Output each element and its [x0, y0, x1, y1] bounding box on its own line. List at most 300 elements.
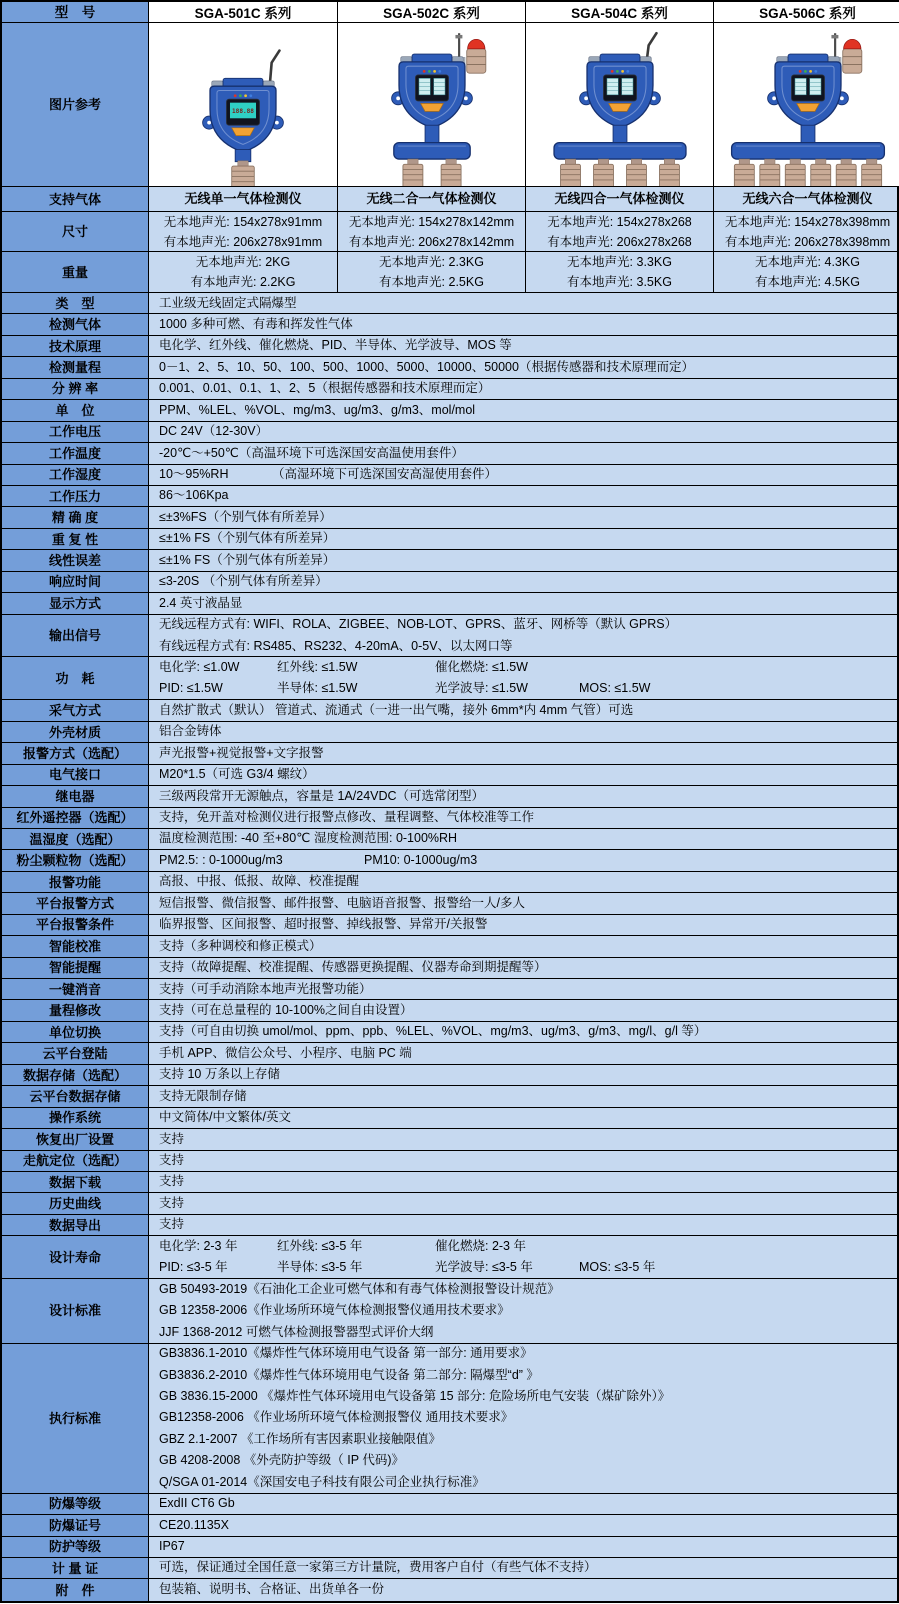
value-segment: GB 50493-2019《石油化工企业可燃气体和有毒气体检测报警设计规范》: [159, 1281, 560, 1296]
cell-line: 有本地声光: 206x278x91mm: [163, 234, 323, 249]
value-line: [159, 657, 897, 678]
row-label: 报警功能: [2, 872, 149, 892]
value-segment: PPM、%LEL、%VOL、mg/m3、ug/m3、g/m3、mol/mol: [159, 402, 476, 417]
spec-row: [2, 1193, 897, 1214]
value-segment: 半导体: ≤3-5 年: [277, 1260, 363, 1275]
spec-row: [2, 1108, 897, 1129]
cell-line: 有本地声光: 206x278x268: [547, 234, 692, 249]
value-segment: 短信报警、微信报警、邮件报警、电脑语音报警、报警给一人/多人: [159, 895, 525, 910]
value-segment: Q/SGA 01-2014《深国安电子科技有限公司企业执行标准》: [159, 1474, 485, 1489]
value-segment: CE20.1135X: [159, 1517, 229, 1532]
spec-row: [2, 1022, 897, 1043]
row-value: [149, 765, 897, 785]
row-value: [149, 1344, 897, 1493]
value-segment: 中文简体/中文繁体/英文: [159, 1110, 291, 1125]
cell-line: 有本地声光: 2.2KG: [190, 275, 296, 289]
value-segment: PM10: 0-1000ug/m3: [364, 852, 478, 867]
row-label: 采气方式: [2, 700, 149, 720]
row-value: [149, 722, 897, 742]
row-label: 报警方式（选配）: [2, 743, 149, 763]
value-line: [159, 1407, 897, 1428]
row-label: 尺寸: [2, 212, 149, 251]
row-value: [149, 743, 897, 763]
row-label: 计 量 证: [2, 1558, 149, 1578]
value-line: [159, 1236, 897, 1257]
row-cell: [337, 212, 525, 251]
spec-row: [2, 765, 897, 786]
spec-row: [2, 1494, 897, 1515]
spec-row: [2, 443, 897, 464]
value-segment: 支持（可手动消除本地声光报警功能）: [159, 981, 372, 996]
spec-row: [2, 1579, 897, 1600]
value-segment: 红外线: ≤3-5 年: [277, 1238, 363, 1253]
value-segment: 电化学: 2-3 年: [159, 1238, 238, 1253]
value-segment: 自然扩散式（默认） 管道式、流通式（一进一出气嘴，接外 6mm*内 4mm 气管）可选: [159, 702, 634, 717]
row-label: 防护等级: [2, 1537, 149, 1557]
row-label: 附 件: [2, 1579, 149, 1600]
value-segment: ≤±1% FS（个别气体有所差异）: [159, 552, 336, 567]
row-label: 功 耗: [2, 657, 149, 699]
value-line: [159, 1043, 897, 1064]
row-value: [149, 872, 897, 892]
value-segment: 2.4 英寸液晶显: [159, 595, 243, 610]
spec-row: [2, 615, 897, 658]
row-value: [149, 893, 897, 913]
value-line: [159, 464, 897, 485]
value-segment: ≤±1% FS（个别气体有所差异）: [159, 531, 336, 546]
value-segment: 支持，免开盖对检测仪进行报警点修改、量程调整、气体校准等工作: [159, 810, 535, 825]
spec-row: [2, 465, 897, 486]
row-value: [149, 336, 897, 356]
row-value: [149, 1000, 897, 1020]
value-line: [159, 335, 897, 356]
spec-row: [2, 700, 897, 721]
row-label: 技术原理: [2, 336, 149, 356]
value-segment: 铝合金铸体: [159, 724, 222, 739]
row-label: 设计标准: [2, 1279, 149, 1342]
row-value: [149, 465, 897, 485]
spec-row: [2, 657, 897, 700]
value-segment: 声光报警+视觉报警+文字报警: [159, 745, 324, 760]
row-label: 防爆证号: [2, 1515, 149, 1535]
row-label: 智能提醒: [2, 958, 149, 978]
spec-row: [2, 786, 897, 807]
cell-line: 无本地声光: 4.3KG: [755, 255, 860, 269]
value-segment: ExdII CT6 Gb: [159, 1496, 235, 1511]
value-segment: 手机 APP、微信公众号、小程序、电脑 PC 端: [159, 1045, 412, 1060]
row-value: [149, 507, 897, 527]
cell-line: 无本地声光: 3.3KG: [567, 255, 672, 269]
value-segment: 光学波导: ≤1.5W: [435, 681, 528, 696]
spec-row: [2, 400, 897, 421]
value-line: [159, 1579, 897, 1600]
row-label: 单位切换: [2, 1022, 149, 1042]
row-value: [149, 422, 897, 442]
value-segment: PM2.5: : 0-1000ug/m3: [159, 852, 283, 867]
value-line: [159, 1064, 897, 1085]
row-value: [149, 936, 897, 956]
value-segment: 10～95%RH: [159, 467, 229, 482]
product-image-sga-504c: [525, 23, 713, 186]
row-cell: [525, 212, 713, 251]
row-value: [149, 1065, 897, 1085]
value-line: [159, 678, 897, 699]
value-line: [159, 1150, 897, 1171]
model-header-row: [2, 2, 897, 23]
row-cell: [149, 212, 337, 251]
row-label: 工作压力: [2, 486, 149, 506]
row-label: 恢复出厂设置: [2, 1129, 149, 1149]
value-line: [159, 1386, 897, 1407]
value-segment: GB 12358-2006《作业场所环境气体检测报警仪通用技术要求》: [159, 1303, 510, 1318]
value-segment: MOS: ≤3-5 年: [579, 1260, 656, 1275]
value-segment: M20*1.5（可选 G3/4 螺纹）: [159, 767, 315, 782]
value-segment: ≤3-20S （个别气体有所差异）: [159, 574, 328, 589]
row-cell: [337, 187, 525, 211]
row-label: 重量: [2, 252, 149, 292]
value-line: [159, 1365, 897, 1386]
value-segment: GB3836.2-2010《爆炸性气体环境用电气设备 第二部分: 隔爆型“d” 》: [159, 1367, 539, 1382]
row-label: 智能校准: [2, 936, 149, 956]
row-value: [149, 615, 897, 657]
value-line: [159, 1472, 897, 1493]
row-value: [149, 400, 897, 420]
row-value: [149, 593, 897, 613]
row-value: [149, 808, 897, 828]
value-line: [159, 1257, 897, 1278]
value-segment: GB3836.1-2010《爆炸性气体环境用电气设备 第一部分: 通用要求》: [159, 1346, 533, 1361]
spec-row: [2, 1558, 897, 1579]
row-cell: [149, 252, 337, 292]
spec-row: [2, 336, 897, 357]
value-line: [159, 314, 897, 335]
value-line: [159, 485, 897, 506]
cell-line: 无本地声光: 154x278x398mm: [724, 214, 891, 229]
row-value: [149, 1193, 897, 1213]
row-label: 数据下载: [2, 1172, 149, 1192]
row-label: 执行标准: [2, 1344, 149, 1493]
row-value: [149, 850, 897, 870]
value-line: [159, 1557, 897, 1578]
row-cell: [713, 187, 899, 211]
row-value: [149, 1537, 897, 1557]
value-segment: 0－1、2、5、10、50、100、500、1000、5000、10000、50000（根据传感器和技术原理而定）: [159, 359, 694, 374]
value-segment: PID: ≤1.5W: [159, 681, 223, 696]
row-label: 继电器: [2, 786, 149, 806]
value-segment: 0.001、0.01、0.1、1、2、5（根据传感器和技术原理而定）: [159, 381, 491, 396]
value-line: [159, 507, 897, 528]
cell-line: 无线单一气体检测仪: [184, 191, 302, 206]
value-segment: 催化燃烧: ≤1.5W: [435, 660, 528, 674]
value-line: [159, 357, 897, 378]
column-spec-row: [2, 212, 897, 252]
model-header-sga-502c: SGA-502C 系列: [337, 2, 525, 22]
cell-line: 无线六合一气体检测仪: [742, 191, 873, 206]
row-label: 输出信号: [2, 615, 149, 657]
value-line: [159, 1279, 897, 1300]
row-value: [149, 529, 897, 549]
value-line: [159, 807, 897, 828]
row-value: [149, 958, 897, 978]
row-label: 类 型: [2, 293, 149, 313]
row-label: 响应时间: [2, 572, 149, 592]
row-cell: [713, 212, 899, 251]
row-value: [149, 1494, 897, 1514]
value-segment: 湿度检测范围: 0-100%RH: [314, 831, 458, 846]
cell-line: 无本地声光: 2KG: [195, 255, 291, 269]
spec-row: [2, 1236, 897, 1279]
value-line: [159, 1107, 897, 1128]
value-line: [159, 893, 897, 914]
value-line: [159, 1021, 897, 1042]
value-segment: DC 24V（12-30V）: [159, 424, 269, 439]
value-line: [159, 764, 897, 785]
spec-row: [2, 529, 897, 550]
value-line: [159, 914, 897, 935]
cell-line: 无本地声光: 154x278x142mm: [348, 214, 515, 229]
row-label: 工作湿度: [2, 465, 149, 485]
row-cell: [525, 187, 713, 211]
row-label: 操作系统: [2, 1108, 149, 1128]
row-value: [149, 657, 897, 699]
value-line: [159, 421, 897, 442]
row-value: [149, 1215, 897, 1235]
value-line: [159, 636, 897, 657]
row-label: 防爆等级: [2, 1494, 149, 1514]
value-line: [159, 1086, 897, 1107]
row-value: [149, 1558, 897, 1578]
value-segment: 半导体: ≤1.5W: [277, 681, 358, 696]
spec-row: [2, 850, 897, 871]
spec-row: [2, 936, 897, 957]
value-segment: 高报、中报、低报、故障、校准提醒: [159, 874, 360, 889]
row-value: [149, 1151, 897, 1171]
value-line: [159, 743, 897, 764]
value-segment: PID: ≤3-5 年: [159, 1260, 228, 1275]
spec-row: [2, 1215, 897, 1236]
value-segment: 可选，保证通过全国任意一家第三方计量院，费用客户自付（有些气体不支持）: [159, 1560, 597, 1575]
value-line: [159, 957, 897, 978]
value-line: [159, 1129, 897, 1150]
row-label: 检测量程: [2, 357, 149, 377]
row-value: [149, 572, 897, 592]
row-label: 显示方式: [2, 593, 149, 613]
svg-text:188.88: 188.88: [232, 108, 254, 116]
row-value: [149, 379, 897, 399]
value-segment: 支持（故障提醒、校准提醒、传感器更换提醒、仪器寿命到期提醒等）: [159, 960, 547, 975]
model-header-sga-504c: SGA-504C 系列: [525, 2, 713, 22]
row-value: [149, 1129, 897, 1149]
spec-row: [2, 293, 897, 314]
value-line: [159, 1214, 897, 1235]
spec-row: [2, 872, 897, 893]
row-label: 线性误差: [2, 550, 149, 570]
gas-detector-icon: [346, 28, 518, 186]
row-label: 数据存储（选配）: [2, 1065, 149, 1085]
value-line: [159, 528, 897, 549]
value-line: [159, 1193, 897, 1214]
spec-row: [2, 1129, 897, 1150]
value-segment: GBZ 2.1-2007 《工作场所有害因素职业接触限值》: [159, 1431, 441, 1446]
spec-row: [2, 1515, 897, 1536]
row-value: [149, 486, 897, 506]
product-image-sga-502c: [337, 23, 525, 186]
cell-line: 有本地声光: 206x278x398mm: [724, 234, 891, 249]
value-segment: ≤±3%FS（个别气体有所差异）: [159, 509, 332, 524]
cell-line: 有本地声光: 206x278x142mm: [348, 234, 515, 249]
row-value: [149, 1108, 897, 1128]
value-segment: 有线远程方式有: RS485、RS232、4-20mA、0-5V、以太网口等: [159, 638, 513, 653]
value-segment: 光学波导: ≤3-5 年: [435, 1260, 533, 1275]
value-segment: 电化学、红外线、催化燃烧、PID、半导体、光学波导、MOS 等: [159, 338, 512, 353]
spec-row: [2, 829, 897, 850]
model-header-sga-501c: SGA-501C 系列: [149, 2, 337, 22]
spec-row: [2, 958, 897, 979]
spec-row: [2, 808, 897, 829]
row-value: [149, 1515, 897, 1535]
spec-row: [2, 507, 897, 528]
row-label: 历史曲线: [2, 1193, 149, 1213]
spec-row: [2, 357, 897, 378]
image-row-label: 图片参考: [2, 23, 149, 186]
value-line: [159, 1343, 897, 1364]
row-value: [149, 1236, 897, 1278]
cell-line: 有本地声光: 4.5KG: [755, 275, 860, 289]
value-segment: 电化学: ≤1.0W: [159, 660, 240, 674]
row-label: 分 辨 率: [2, 379, 149, 399]
product-image-row: [2, 23, 897, 187]
row-label: 电气接口: [2, 765, 149, 785]
value-line: [159, 614, 897, 635]
value-line: [159, 571, 897, 592]
value-line: [159, 1000, 897, 1021]
value-segment: 催化燃烧: 2-3 年: [435, 1238, 526, 1253]
value-line: [159, 721, 897, 742]
row-label: 重 复 性: [2, 529, 149, 549]
row-label: 工作电压: [2, 422, 149, 442]
row-label: 温湿度（选配）: [2, 829, 149, 849]
value-segment: 温度检测范围: -40 至+80℃: [159, 831, 311, 846]
spec-row: [2, 1065, 897, 1086]
value-segment: 86～106Kpa: [159, 488, 229, 503]
cell-line: 有本地声光: 2.5KG: [379, 275, 484, 289]
value-line: [159, 700, 897, 721]
value-segment: 临界报警、区间报警、超时报警、掉线报警、异常开/关报警: [159, 917, 488, 932]
value-segment: GB 4208-2008 《外壳防护等级（ IP 代码)》: [159, 1453, 404, 1468]
value-line: [159, 1536, 897, 1557]
spec-row: [2, 979, 897, 1000]
spec-row: [2, 1344, 897, 1494]
value-segment: 三级两段常开无源触点，容量是 1A/24VDC（可选常闭型）: [159, 788, 485, 803]
cell-line: 无本地声光: 154x278x268: [547, 214, 692, 229]
product-image-sga-501c: [149, 23, 337, 186]
value-line: [159, 550, 897, 571]
row-cell: [525, 252, 713, 292]
row-value: [149, 979, 897, 999]
row-value: [149, 293, 897, 313]
value-line: [159, 871, 897, 892]
row-value: [149, 1172, 897, 1192]
value-segment: 包装箱、说明书、合格证、出货单各一份: [159, 1582, 385, 1597]
row-value: [149, 915, 897, 935]
value-line: [159, 378, 897, 399]
value-line: [159, 293, 897, 314]
row-label: 数据导出: [2, 1215, 149, 1235]
spec-row: [2, 1172, 897, 1193]
row-cell: [149, 187, 337, 211]
row-value: [149, 1579, 897, 1600]
spec-row: [2, 550, 897, 571]
spec-row: [2, 1000, 897, 1021]
value-segment: 支持 10 万条以上存储: [159, 1067, 280, 1082]
spec-row: [2, 314, 897, 335]
value-segment: -20℃～+50℃（高温环境下可选深国安高温使用套件）: [159, 445, 464, 460]
value-segment: 支持: [159, 1217, 185, 1232]
row-label: 走航定位（选配）: [2, 1151, 149, 1171]
column-spec-row: [2, 187, 897, 212]
value-segment: IP67: [159, 1539, 185, 1554]
row-label: 量程修改: [2, 1000, 149, 1020]
row-label: 精 确 度: [2, 507, 149, 527]
value-segment: MOS: ≤1.5W: [579, 681, 651, 696]
gas-detector-icon: [157, 28, 329, 186]
row-label: 云平台数据存储: [2, 1086, 149, 1106]
value-line: [159, 1171, 897, 1192]
value-segment: 支持: [159, 1174, 185, 1189]
product-image-sga-506c: [713, 23, 899, 186]
column-spec-row: [2, 252, 897, 293]
spec-row: [2, 1537, 897, 1558]
value-segment: 1000 多种可燃、有毒和挥发性气体: [159, 316, 353, 331]
value-segment: 支持: [159, 1131, 185, 1146]
value-segment: 无线远程方式有: WIFI、ROLA、ZIGBEE、NOB-LOT、GPRS、蓝牙、网桥等（默认 GPRS）: [159, 617, 678, 632]
value-segment: 支持（可在总量程的 10-100%之间自由设置）: [159, 1002, 413, 1017]
row-label: 检测气体: [2, 314, 149, 334]
cell-line: 无本地声光: 154x278x91mm: [163, 214, 323, 229]
row-label: 云平台登陆: [2, 1043, 149, 1063]
row-value: [149, 1279, 897, 1342]
spec-row: [2, 1279, 897, 1343]
row-label: 平台报警条件: [2, 915, 149, 935]
value-segment: 工业级无线固定式隔爆型: [159, 295, 297, 310]
value-line: [159, 850, 897, 871]
row-label: 工作温度: [2, 443, 149, 463]
spec-row: [2, 486, 897, 507]
row-label: 红外遥控器（选配）: [2, 808, 149, 828]
cell-line: 无线二合一气体检测仪: [366, 191, 497, 206]
value-segment: GB12358-2006 《作业场所环境气体检测报警仪 通用技术要求》: [159, 1410, 514, 1425]
row-value: [149, 550, 897, 570]
spec-row: [2, 1086, 897, 1107]
spec-row: [2, 915, 897, 936]
value-line: [159, 1322, 897, 1343]
row-cell: [337, 252, 525, 292]
row-cell: [713, 252, 899, 292]
model-header-sga-506c: SGA-506C 系列: [713, 2, 899, 22]
value-line: [159, 786, 897, 807]
spec-row: [2, 1151, 897, 1172]
value-line: [159, 1429, 897, 1450]
row-label: 外壳材质: [2, 722, 149, 742]
value-line: [159, 979, 897, 1000]
value-segment: 支持（可自由切换 umol/mol、ppm、ppb、%LEL、%VOL、mg/m3、ug/m3、g/m3、mg/l、g/l 等）: [159, 1024, 707, 1039]
row-value: [149, 1022, 897, 1042]
row-value: [149, 443, 897, 463]
spec-row: [2, 422, 897, 443]
row-label: 粉尘颗粒物（选配）: [2, 850, 149, 870]
value-segment: 红外线: ≤1.5W: [277, 660, 358, 674]
value-line: [159, 1450, 897, 1471]
